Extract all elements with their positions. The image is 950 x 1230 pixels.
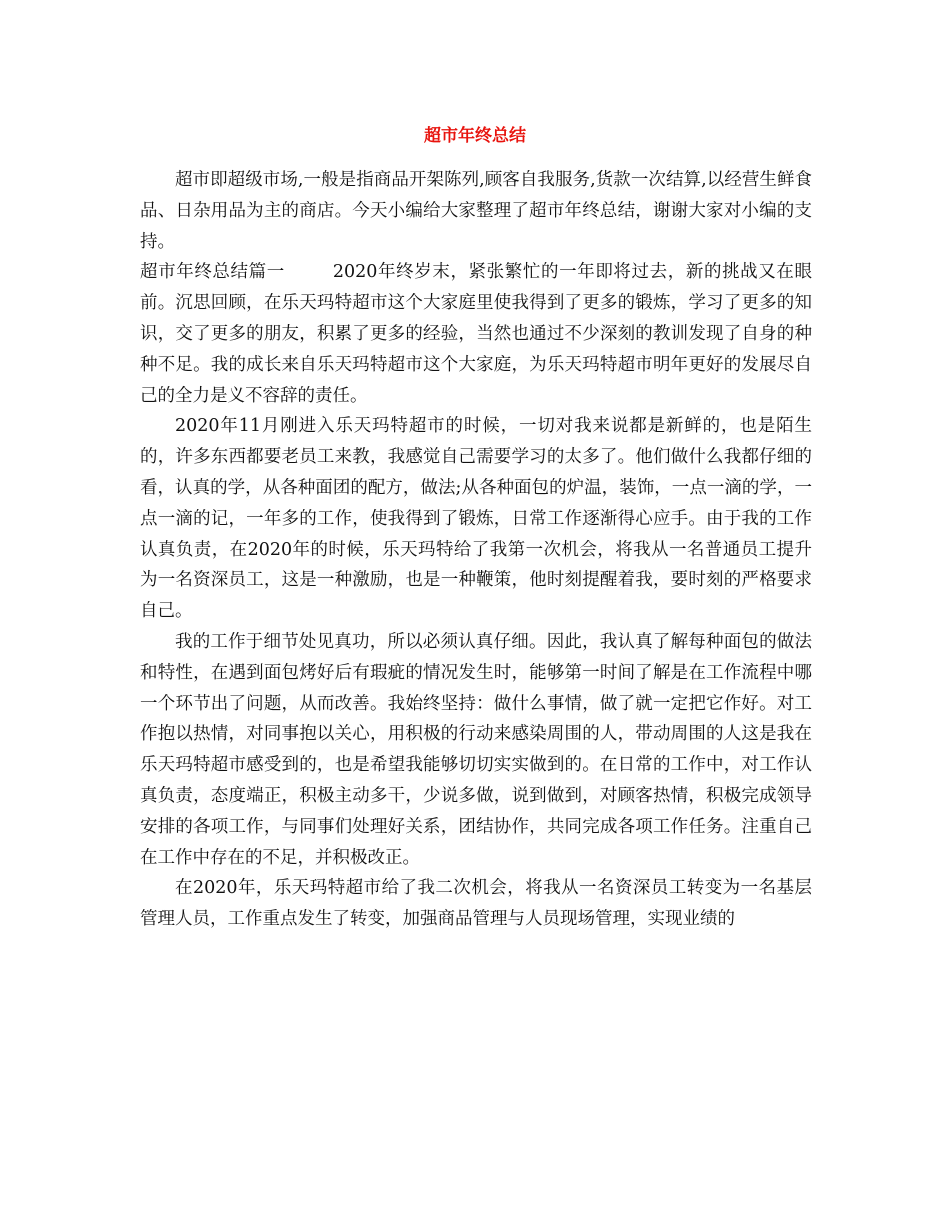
section-heading: 超市年终总结篇一 (140, 262, 285, 283)
section1-paragraph-3: 我的工作于细节处见真功，所以必须认真仔细。因此，我认真了解每种面包的做法和特性，在遇到面包烤好后有瑕疵的情况发生时，能够第一时间了解是在工作流程中哪一个环节出了问题，从而改善。我始终坚持：做什么事情，做了就一定把它作好。对工作抱以热情，对同事抱以关心，用积极的行动来感染周围的人，带动周围的人这是我在乐天玛特超市感受到的，也是希望我能够切切实实做到的。在日常的工作中，对工作认真负责，态度端正，积极主动多干，少说多做，说到做到，对顾客热情，积极完成领导安排的各项工作，与同事们处理好关系，团结协作，共同完成各项工作任务。注重自己在工作中存在的不足，并积极改正。 (140, 631, 812, 868)
section1-paragraph-2: 2020年11月刚进入乐天玛特超市的时候，一切对我来说都是新鲜的，也是陌生的，许多东西都要老员工来教，我感觉自己需要学习的太多了。他们做什么我都仔细的看，认真的学，从各种面团的配方，做法;从各种面包的炉温，装饰，一点一滴的学，一点一滴的记，一年多的工作，使我得到了锻炼，日常工作逐渐得心应手。由于我的工作认真负责，在2020年的时候，乐天玛特给了我第一次机会，将我从一名普通员工提升为一名资深员工，这是一种激励，也是一种鞭策，他时刻提醒着我，要时刻的严格要求自己。 (140, 416, 812, 622)
intro-paragraph: 超市即超级市场,一般是指商品开架陈列,顾客自我服务,货款一次结算,以经营生鲜食品、日杂用品为主的商店。今天小编给大家整理了超市年终总结，谢谢大家对小编的支持。 (140, 170, 812, 252)
section1-paragraph-4: 在2020年，乐天玛特超市给了我二次机会，将我从一名资深员工转变为一名基层管理人员，工作重点发生了转变，加强商品管理与人员现场管理，实现业绩的 (140, 878, 812, 930)
document-title: 超市年终总结 (424, 126, 526, 146)
section1-paragraph-1: 2020年终岁末，紧张繁忙的一年即将过去，新的挑战又在眼前。沉思回顾，在乐天玛特超市这个大家庭里使我得到了更多的锻炼，学习了更多的知识，交了更多的朋友，积累了更多的经验，当然也通过不少深刻的教训发现了自身的种种不足。我的成长来自乐天玛特超市这个大家庭，为乐天玛特超市明年更好的发展尽自己的全力是义不容辞的责任。 (140, 262, 812, 406)
document-body (140, 165, 812, 935)
section1-first-paragraph (140, 257, 812, 411)
